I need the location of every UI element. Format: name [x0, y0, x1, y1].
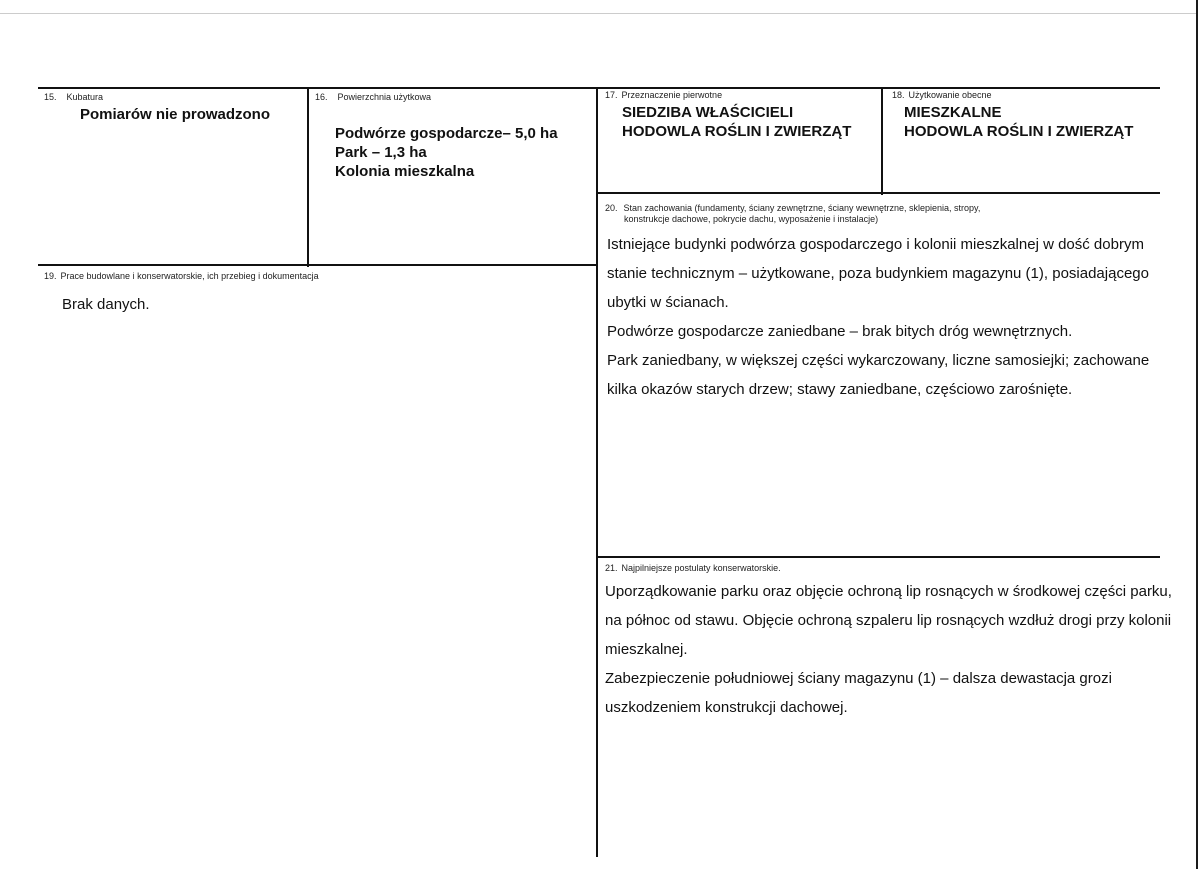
field16-line: Park – 1,3 ha	[335, 144, 427, 161]
field20-value	[607, 230, 1149, 404]
field20-line: kilka okazów starych drzew; stawy zaniedbane, częściowo zarośnięte.	[607, 381, 1073, 398]
field15-value: Pomiarów nie prowadzono	[80, 106, 271, 123]
field18-label	[892, 90, 992, 100]
rule-below-15-16	[38, 264, 598, 266]
field21-label-text: Najpilniejsze postulaty konserwatorskie.	[621, 563, 781, 573]
field21-line: na północ od stawu. Objęcie ochroną szpaleru lip rosnących wzdłuż drogi przy kolonii	[605, 612, 1172, 629]
rule-above-21	[597, 556, 1160, 558]
field20-line: Podwórze gospodarcze zaniedbane – brak bitych dróg wewnętrznych.	[607, 323, 1073, 340]
field19-label	[44, 271, 319, 281]
field16-line: Kolonia mieszkalna	[335, 163, 475, 180]
top-rule	[38, 87, 1160, 89]
field17-label-text: Przeznaczenie pierwotne	[621, 90, 723, 100]
field20-line: Istniejące budynki podwórza gospodarczego i kolonii mieszkalnej w dość dobrym	[607, 236, 1144, 253]
field20-line: stanie technicznym – użytkowane, poza budynkiem magazynu (1), posiadającego	[607, 265, 1149, 282]
field20-line: Park zaniedbany, w większej części wykarczowany, liczne samosiejki; zachowane	[607, 352, 1150, 369]
divider-17-18	[881, 87, 883, 195]
field18-line: MIESZKALNE	[904, 104, 1002, 121]
field20-label-line1: Stan zachowania (fundamenty, ściany zewnętrzne, ściany wewnętrzne, sklepienia, stropy,	[623, 203, 981, 213]
field21-number: 21.	[605, 563, 618, 573]
field21-line: Zabezpieczenie południowej ściany magazynu (1) – dalsza dewastacja grozi	[605, 670, 1112, 687]
field19-value: Brak danych.	[62, 296, 150, 313]
field15-label-text: Kubatura	[66, 92, 104, 102]
field19-label-text: Prace budowlane i konserwatorskie, ich przebieg i dokumentacja	[60, 271, 319, 281]
field18-label-text: Użytkowanie obecne	[908, 90, 992, 100]
field15-number: 15.	[44, 92, 57, 102]
field21-line: Uporządkowanie parku oraz objęcie ochroną lip rosnących w środkowej części parku,	[605, 583, 1172, 600]
divider-left-right	[596, 87, 598, 857]
field15-label	[44, 92, 103, 102]
field20-line: ubytki w ścianach.	[607, 294, 729, 311]
field16-value	[335, 124, 558, 181]
rule-below-17-18	[597, 192, 1160, 194]
field21-value	[605, 577, 1172, 722]
field17-number: 17.	[605, 90, 618, 100]
field16-number: 16.	[315, 92, 328, 102]
field19-number: 19.	[44, 271, 57, 281]
field17-line: HODOWLA ROŚLIN I ZWIERZĄT	[622, 123, 852, 140]
field20-label	[605, 203, 980, 225]
field18-value	[904, 103, 1133, 141]
field21-line: uszkodzeniem konstrukcji dachowej.	[605, 699, 848, 716]
field20-label-line2: konstrukcje dachowe, pokrycie dachu, wyposażenie i instalacje)	[624, 214, 879, 224]
field17-line: SIEDZIBA WŁAŚCICIELI	[622, 104, 794, 121]
page-top-edge	[0, 13, 1198, 14]
field16-label-text: Powierzchnia użytkowa	[337, 92, 432, 102]
field21-line: mieszkalnej.	[605, 641, 688, 658]
field16-line: Podwórze gospodarcze– 5,0 ha	[335, 125, 558, 142]
field21-label	[605, 563, 781, 574]
field20-number: 20.	[605, 203, 618, 213]
field17-value	[622, 103, 851, 141]
field17-label	[605, 90, 722, 100]
field18-number: 18.	[892, 90, 905, 100]
field16-label	[315, 92, 431, 102]
field18-line: HODOWLA ROŚLIN I ZWIERZĄT	[904, 123, 1134, 140]
divider-15-16	[307, 87, 309, 267]
